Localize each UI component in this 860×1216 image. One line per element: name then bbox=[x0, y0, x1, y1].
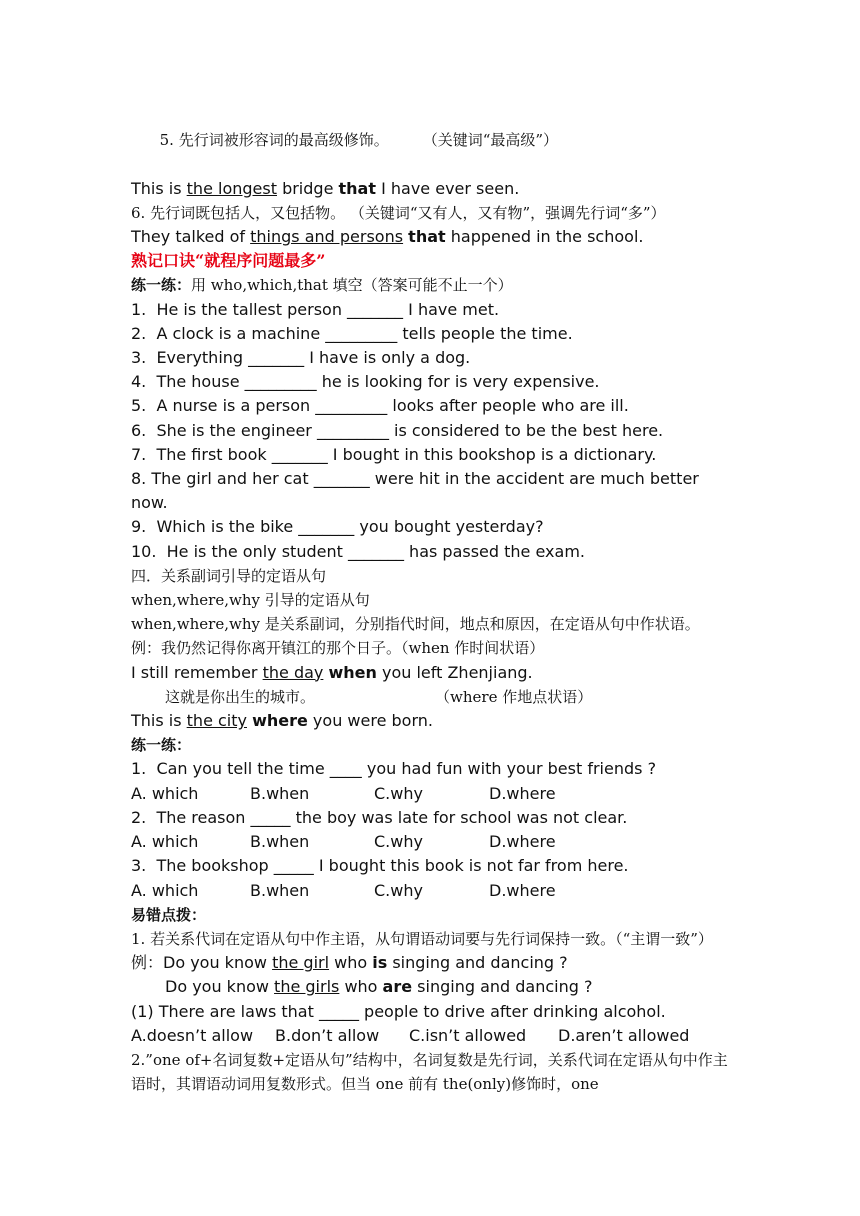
relative-adverb: when bbox=[328, 662, 377, 682]
rule-5-text: 5. 先行词被形容词的最高级修饰。 bbox=[159, 131, 389, 150]
exercise-item: 3. Everything _______ I have is only a dog. bbox=[131, 348, 471, 368]
exercise-item: 9. Which is the bike _______ you bought yesterday? bbox=[131, 517, 544, 537]
pitfall-heading: 易错点拨： bbox=[131, 905, 207, 924]
rule-5 bbox=[131, 104, 736, 177]
document-body bbox=[131, 104, 736, 1096]
subsection-heading: when,where,why 引导的定语从句 bbox=[131, 591, 370, 610]
section-heading: 四．关系副词引导的定语从句 bbox=[131, 566, 327, 585]
explanation: when,where,why 是关系副词，分别指代时间，地点和原因，在定语从句中作状语。 bbox=[131, 615, 700, 634]
exercise-instruction: 用 who,which,that 填空（答案可能不止一个） bbox=[191, 276, 513, 295]
example-sentence: This is the longest bridge that I have ever seen. bbox=[131, 178, 520, 198]
pitfall-rule: 1. 若关系代词在定语从句中作主语，从句谓语动词要与先行词保持一致。（“主谓一致”） bbox=[131, 929, 713, 948]
option: B.don’t allow bbox=[275, 1025, 380, 1045]
antecedent: the girls bbox=[274, 977, 340, 997]
example-sentence: They talked of things and persons that happened in the school. bbox=[131, 227, 644, 247]
option: D.aren’t allowed bbox=[558, 1025, 690, 1045]
exercise-1-heading bbox=[131, 273, 736, 297]
antecedent: things and persons bbox=[250, 227, 404, 247]
exercise-item: 10. He is the only student _______ has passed the exam. bbox=[131, 541, 585, 561]
option: D.where bbox=[489, 783, 556, 803]
example-sentence: Do you know the girls who are singing and dancing ? bbox=[165, 977, 593, 997]
rule-5-keyword: （关键词“最高级”） bbox=[422, 131, 559, 150]
question: (1) There are laws that _____ people to drive after drinking alcohol. bbox=[131, 1001, 666, 1021]
example-sentence: 例：Do you know the girl who is singing and dancing ? bbox=[131, 953, 568, 973]
question: 3. The bookshop _____ I bought this book is not far from here. bbox=[131, 856, 629, 876]
option: D.where bbox=[489, 832, 556, 852]
question-options bbox=[131, 782, 736, 806]
exercise-item: 8. The girl and her cat _______ were hit in the accident are much better now. bbox=[131, 469, 699, 513]
example-sentence: This is the city where you were born. bbox=[131, 711, 433, 731]
option: C.why bbox=[374, 880, 423, 900]
example-cn: 这就是你出生的城市。 （where 作地点状语） bbox=[165, 687, 593, 706]
question-options bbox=[131, 830, 736, 854]
option: A. which bbox=[131, 783, 199, 803]
relative-adverb: where bbox=[252, 711, 308, 731]
option: B.when bbox=[250, 880, 310, 900]
antecedent: the longest bbox=[186, 178, 277, 198]
rule-6: 6. 先行词既包括人，又包括物。 （关键词“又有人，又有物”，强调先行词“多”） bbox=[131, 203, 666, 222]
option: C.isn’t allowed bbox=[409, 1025, 527, 1045]
practice-label: 练一练： bbox=[131, 736, 192, 755]
question: 2. The reason _____ the boy was late for school was not clear. bbox=[131, 807, 628, 827]
option: B.when bbox=[250, 832, 310, 852]
exercise-item: 4. The house _________ he is looking for is very expensive. bbox=[131, 372, 600, 392]
question: 1. Can you tell the time ____ you had fun with your best friends ? bbox=[131, 759, 657, 779]
exercise-item: 2. A clock is a machine _________ tells people the time. bbox=[131, 323, 573, 343]
option: D.where bbox=[489, 880, 556, 900]
antecedent: the girl bbox=[272, 953, 330, 973]
relative-pronoun: that bbox=[408, 227, 446, 247]
example-sentence: I still remember the day when you left Zhenjiang. bbox=[131, 662, 533, 682]
verb: is bbox=[372, 953, 388, 973]
practice-label: 练一练： bbox=[131, 276, 192, 295]
exercise-item: 1. He is the tallest person _______ I have met. bbox=[131, 299, 500, 319]
antecedent: the day bbox=[262, 662, 324, 682]
mnemonic-heading: 熟记口诀“就程序问题最多” bbox=[131, 251, 326, 271]
example-cn: 例：我仍然记得你离开镇江的那个日子。（when 作时间状语） bbox=[131, 639, 545, 658]
question-options bbox=[131, 879, 736, 903]
verb: are bbox=[382, 977, 413, 997]
option: A. which bbox=[131, 832, 199, 852]
option: A.doesn’t allow bbox=[131, 1025, 254, 1045]
option: B.when bbox=[250, 783, 310, 803]
exercise-item: 6. She is the engineer _________ is considered to be the best here. bbox=[131, 420, 664, 440]
pitfall-rule: 2.”one of+名词复数+定语从句”结构中，名词复数是先行词，关系代词在定语从句中作主语时，其谓语动词用复数形式。但当 one 前有 the(only)修饰时，one bbox=[131, 1050, 728, 1094]
exercise-item: 7. The first book _______ I bought in this bookshop is a dictionary. bbox=[131, 444, 657, 464]
antecedent: the city bbox=[186, 711, 247, 731]
exercise-item: 5. A nurse is a person _________ looks after people who are ill. bbox=[131, 396, 629, 416]
option: C.why bbox=[374, 783, 423, 803]
question-options bbox=[131, 1024, 736, 1048]
option: A. which bbox=[131, 880, 199, 900]
relative-pronoun: that bbox=[338, 178, 376, 198]
option: C.why bbox=[374, 832, 423, 852]
